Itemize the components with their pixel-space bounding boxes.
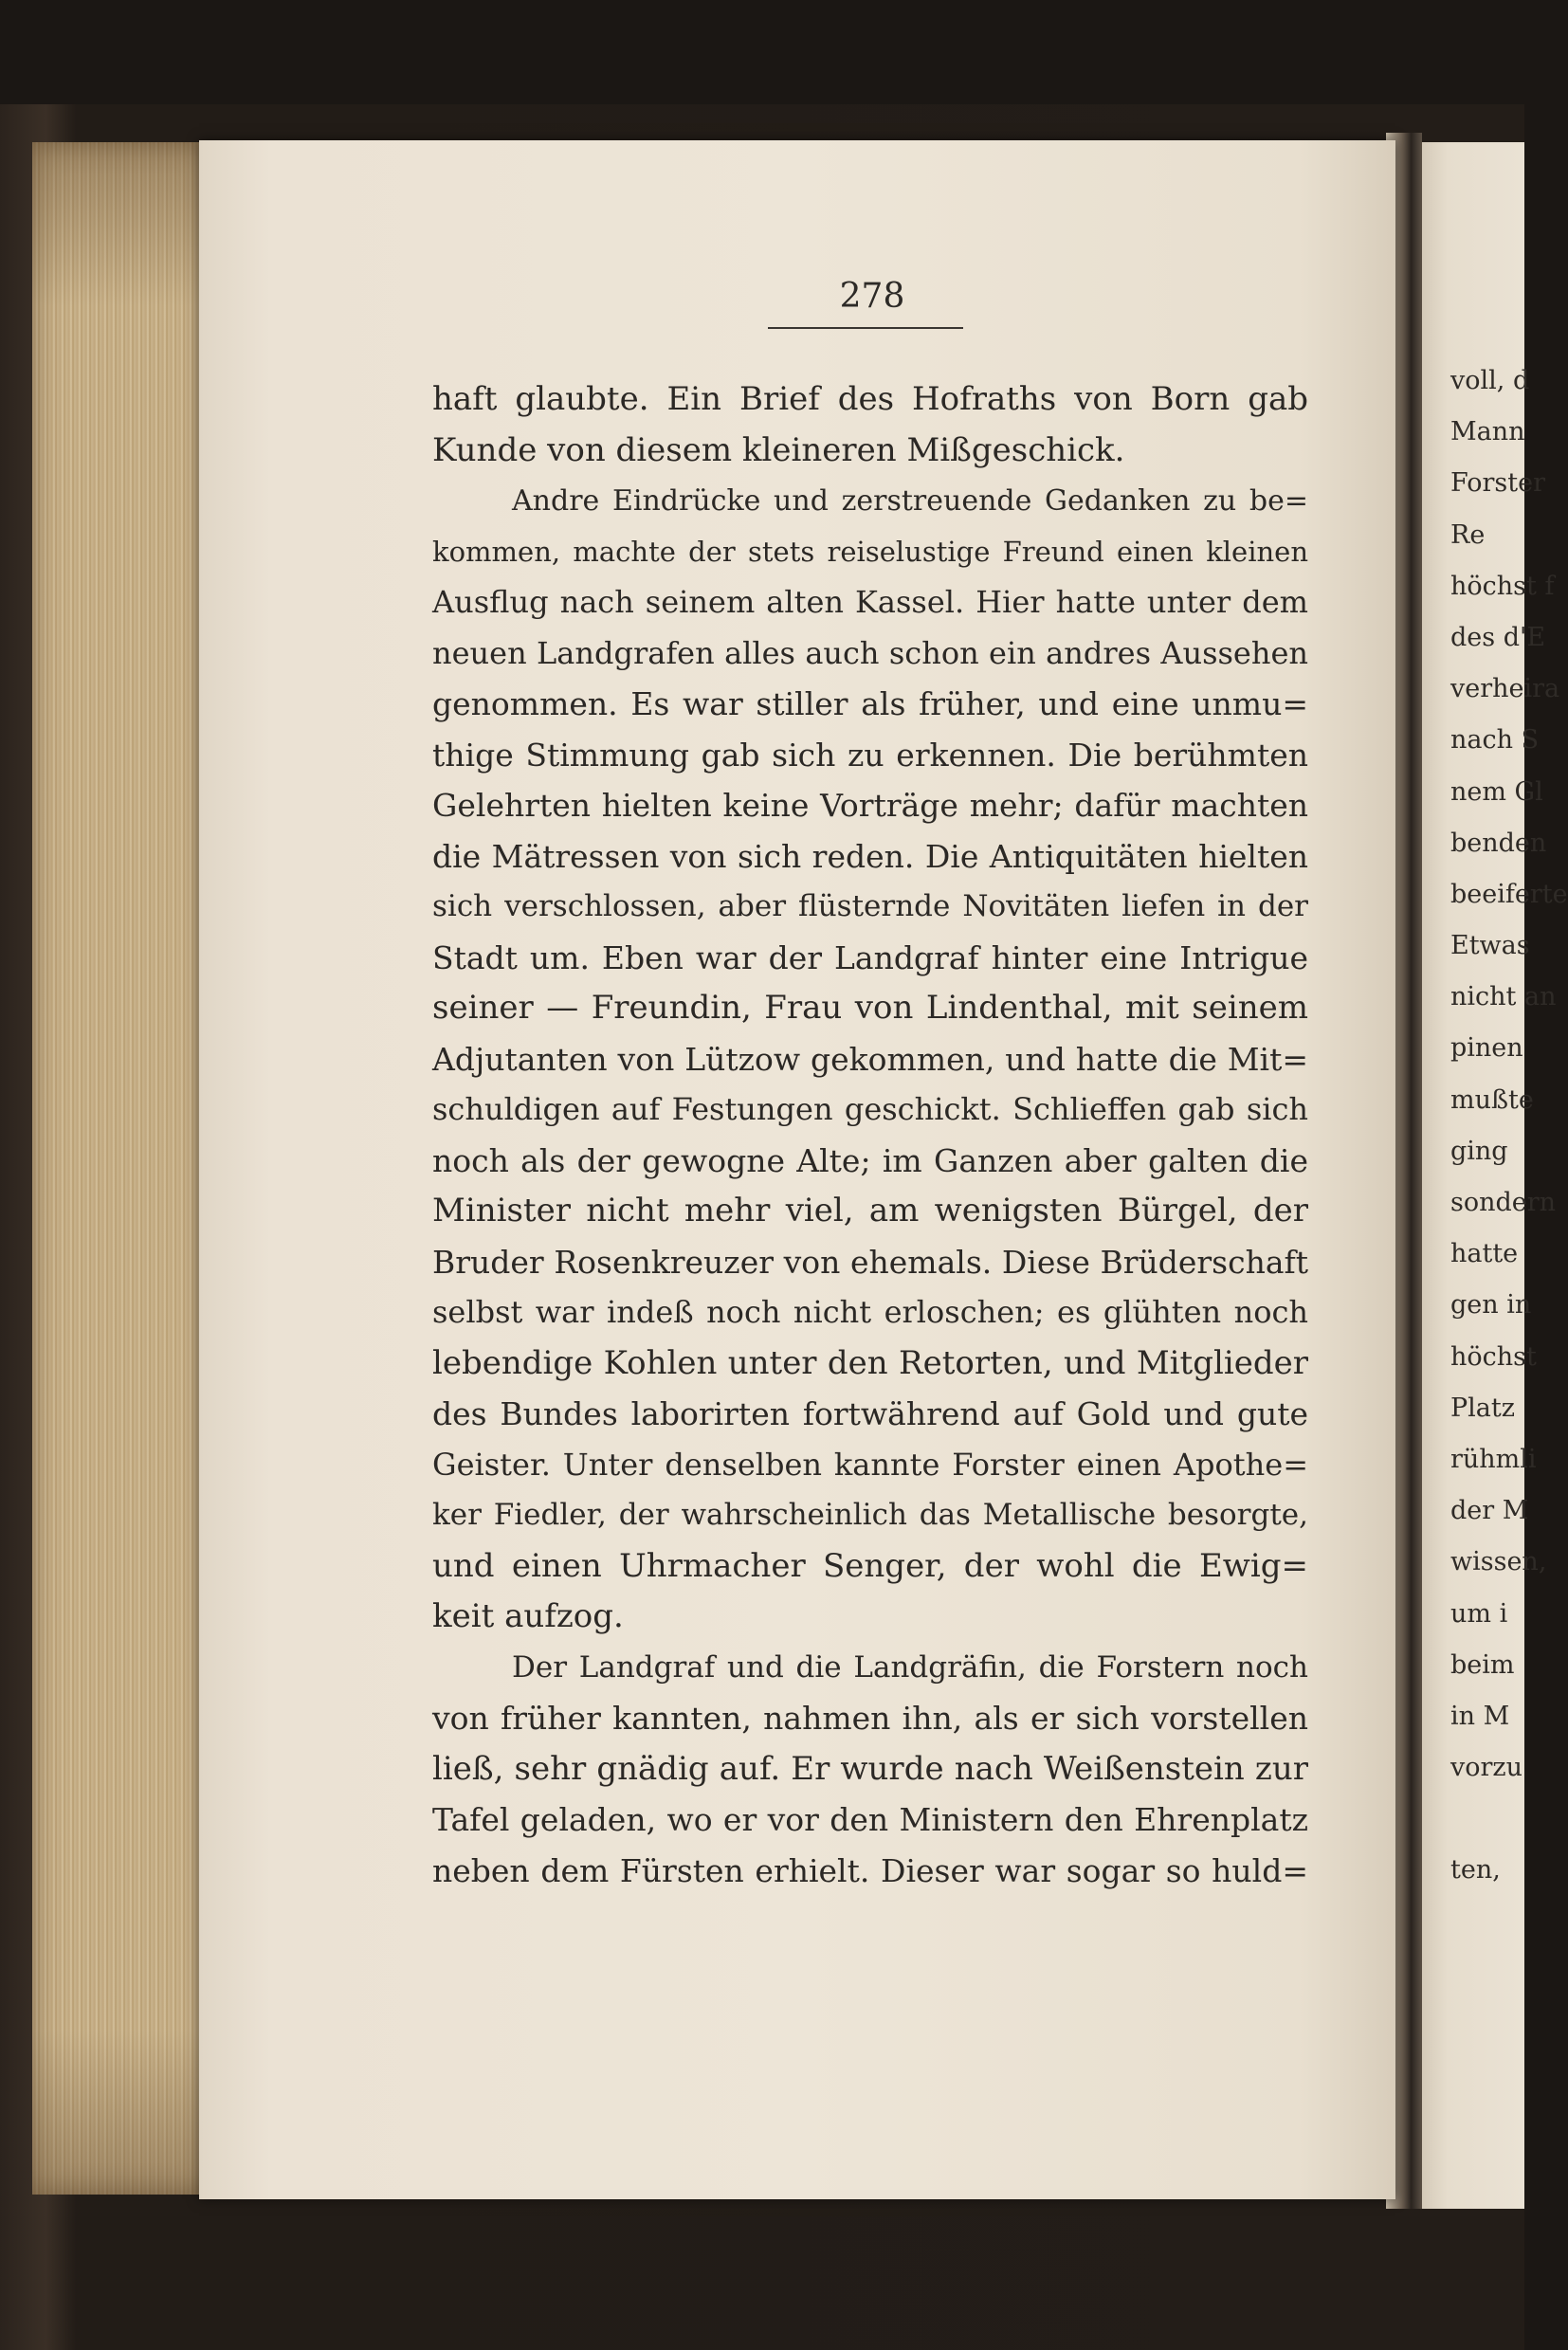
text-line: seiner — Freundin, Frau von Lindenthal, mit seinem — [432, 989, 1308, 1027]
text-line: schuldigen auf Festungen geschickt. Schlieffen gab sich — [432, 1091, 1308, 1127]
text-line: von früher kannten, nahmen ihn, als er sich vorstellen — [432, 1700, 1308, 1737]
body-text — [432, 374, 1308, 1896]
facing-page-line: in M — [1450, 1701, 1510, 1731]
facing-page-text — [1450, 355, 1568, 1897]
facing-page-line: der M — [1450, 1496, 1529, 1526]
facing-page-line: hatte — [1450, 1239, 1519, 1269]
text-line: Stadt um. Eben war der Landgraf hinter eine Intrigue — [432, 938, 1308, 976]
facing-page-line: Re — [1450, 519, 1486, 550]
text-line: Kunde von diesem kleineren Mißgeschick. — [432, 430, 1125, 469]
text-line: keit aufzog. — [432, 1597, 624, 1635]
facing-page-line: mußte — [1450, 1084, 1534, 1115]
text-line: sich verschlossen, aber flüsternde Novitäten liefen in der — [432, 889, 1308, 923]
text-line: neuen Landgrafen alles auch schon ein andres Aussehen — [432, 634, 1308, 671]
text-line: thige Stimmung gab sich zu erkennen. Die berühmten — [432, 736, 1308, 774]
text-line: selbst war indeß noch nicht erloschen; es glühten noch — [432, 1294, 1308, 1330]
page-edges — [32, 142, 212, 2195]
text-line: und einen Uhrmacher Senger, der wohl die Ewig= — [432, 1546, 1308, 1585]
text-line: haft glaubte. Ein Brief des Hofraths von Born gab — [432, 380, 1308, 418]
facing-page-line — [1450, 1794, 1524, 1845]
facing-page-line: ten, — [1450, 1855, 1501, 1885]
text-line: Gelehrten hielten keine Vorträge mehr; dafür machten — [432, 787, 1308, 824]
facing-page-line: sondern — [1450, 1188, 1557, 1217]
facing-page-line: ging — [1450, 1136, 1508, 1166]
text-line: lebendige Kohlen unter den Retorten, und Mitglieder — [432, 1343, 1308, 1382]
facing-page-line: höchst — [1450, 1341, 1537, 1372]
text-line: Ausflug nach seinem alten Kassel. Hier hatte unter dem — [432, 584, 1308, 620]
facing-page-line: gen in — [1450, 1290, 1532, 1321]
text-line: Andre Eindrücke und zerstreuende Gedanken zu be= — [512, 484, 1308, 518]
facing-page-line: nach S — [1450, 725, 1540, 756]
facing-page-line: wissen, — [1450, 1547, 1547, 1577]
text-line: neben dem Fürsten erhielt. Dieser war sogar so huld= — [432, 1851, 1308, 1889]
text-line: kommen, machte der stets reiselustige Freund einen kleinen — [432, 535, 1308, 568]
text-line: noch als der gewogne Alte; im Ganzen aber galten die — [432, 1141, 1308, 1179]
facing-page-line: des d'E — [1450, 622, 1546, 652]
facing-page-line: verheira — [1450, 674, 1560, 704]
facing-page-line: Etwas — [1450, 931, 1530, 961]
facing-page-line: voll, d — [1450, 366, 1530, 395]
text-line: ließ, sehr gnädig auf. Er wurde nach Weißenstein zur — [432, 1749, 1308, 1788]
page-number: 278 — [839, 277, 905, 316]
facing-page-line: höchst f — [1450, 571, 1555, 601]
text-line: Minister nicht mehr viel, am wenigsten Bürgel, der — [432, 1192, 1308, 1230]
text-line: Adjutanten von Lützow gekommen, und hatte die Mit= — [432, 1040, 1308, 1078]
text-line: Tafel geladen, wo er vor den Ministern den Ehrenplatz — [432, 1801, 1308, 1838]
facing-page-line: beeiferte — [1450, 879, 1568, 909]
text-line: des Bundes laborirten fortwährend auf Gold und gute — [432, 1395, 1308, 1432]
facing-page-line: Forster — [1450, 468, 1546, 499]
facing-page-line: um i — [1450, 1598, 1508, 1629]
facing-page-line: nicht an — [1450, 982, 1557, 1012]
facing-page-line: Mann — [1450, 417, 1525, 447]
facing-page-line: benden — [1450, 828, 1547, 858]
text-line: genommen. Es war stiller als früher, und eine unmu= — [432, 685, 1308, 722]
header-rule — [768, 327, 963, 329]
text-line: ker Fiedler, der wahrscheinlich das Metallische besorgte, — [432, 1498, 1308, 1532]
facing-page-line: pinen — [1450, 1033, 1523, 1064]
facing-page-line: nem Gl — [1450, 776, 1543, 807]
text-line: Bruder Rosenkreuzer von ehemals. Diese Brüderschaft — [432, 1243, 1308, 1281]
text-line: Geister. Unter denselben kannte Forster einen Apothe= — [432, 1446, 1308, 1483]
facing-page-line: beim — [1450, 1649, 1515, 1680]
facing-page-line: rühmli — [1450, 1444, 1537, 1474]
text-line: die Mätressen von sich reden. Die Antiquitäten hielten — [432, 837, 1308, 875]
facing-page-line: vorzu — [1450, 1753, 1523, 1783]
text-line: Der Landgraf und die Landgräfin, die Forstern noch — [512, 1649, 1308, 1685]
facing-page-line: Platz — [1450, 1393, 1515, 1423]
